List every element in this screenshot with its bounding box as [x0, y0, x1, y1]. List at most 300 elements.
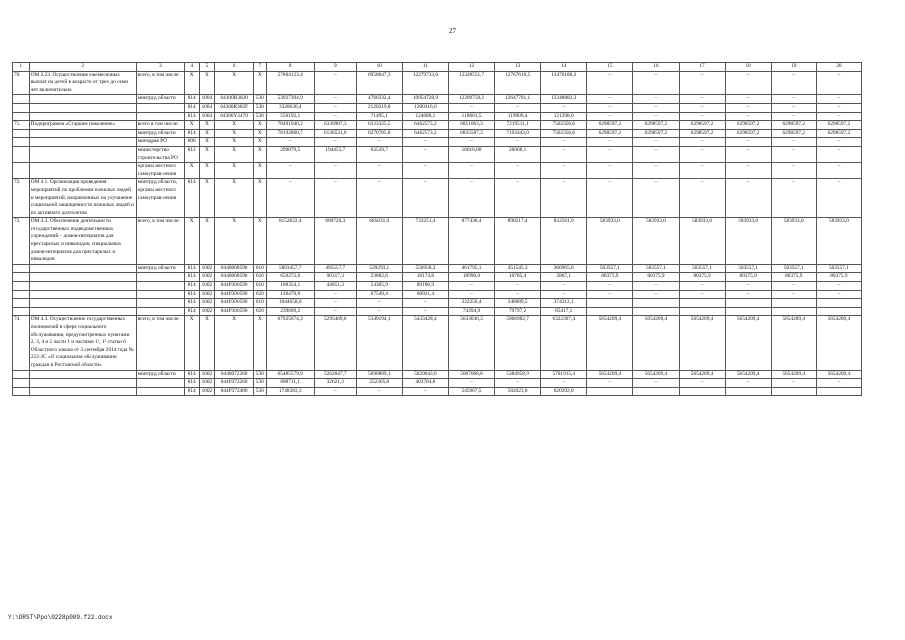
table-cell: 5654209,4	[587, 370, 633, 379]
table-cell: 530	[254, 387, 267, 396]
table-cell: всего в том числе:	[136, 121, 184, 130]
table-cell: –	[402, 299, 448, 308]
table-cell: 74.	[13, 316, 30, 370]
table-cell: –	[541, 282, 587, 291]
table-cell: 10785,4	[495, 273, 541, 282]
column-number-cell: 16	[633, 63, 679, 72]
table-cell	[633, 307, 679, 316]
table-cell: 374312,1	[541, 299, 587, 308]
table-cell: –	[725, 146, 771, 162]
table-cell: –	[679, 179, 725, 218]
column-number-cell: 8	[266, 63, 314, 72]
column-number-cell: 13	[495, 63, 541, 72]
table-cell: –	[633, 179, 679, 218]
table-cell: –	[495, 163, 541, 179]
table-cell: –	[356, 307, 402, 316]
table-cell: 6835587,3	[448, 129, 494, 138]
table-cell: –	[725, 179, 771, 218]
table-cell: 556192,1	[266, 112, 314, 121]
table-cell: 121298,0	[541, 112, 587, 121]
table-cell: 10954728,9	[402, 95, 448, 104]
table-cell: –	[314, 103, 356, 112]
table-cell: –	[587, 290, 633, 299]
table-cell	[136, 299, 184, 308]
table-cell: 80375,9	[725, 273, 771, 282]
table-row	[13, 146, 862, 162]
table-cell: –	[402, 307, 448, 316]
table-cell: 85417,1	[541, 307, 587, 316]
table-cell: ОМ 3.23. Осуществление ежемесячных выплат на детей в возрасте от трех до семи лет включительно	[29, 71, 136, 95]
table-cell: 26068,1	[495, 146, 541, 162]
table-cell: X	[254, 163, 267, 179]
table-cell: 6298597,2	[679, 121, 725, 130]
table-row	[13, 129, 862, 138]
table-cell	[771, 387, 816, 396]
table-cell: 12279733,6	[402, 71, 448, 95]
table-cell: 5262847,7	[314, 370, 356, 379]
table-cell: 6462573,2	[402, 121, 448, 130]
table-cell: X	[215, 129, 254, 138]
table-cell: 6298597,2	[771, 129, 816, 138]
table-cell: –	[314, 163, 356, 179]
table-cell: 90317,3	[314, 273, 356, 282]
table-cell	[136, 387, 184, 396]
table-cell: 583933,0	[771, 218, 816, 265]
table-cell: 5654209,4	[725, 370, 771, 379]
table-cell: 503557,1	[771, 264, 816, 273]
table-cell	[13, 103, 30, 112]
table-row	[13, 121, 862, 130]
column-number-cell: 18	[725, 63, 771, 72]
table-cell: –	[587, 71, 633, 95]
table-cell: 1002	[199, 299, 215, 308]
table-cell: 71495,1	[356, 112, 402, 121]
column-number-cell: 19	[771, 63, 816, 72]
table-cell: 1002	[199, 264, 215, 273]
table-cell: всего, в том числе:	[136, 316, 184, 370]
table-row	[13, 307, 862, 316]
table-cell: –	[587, 163, 633, 179]
table-cell: –	[314, 387, 356, 396]
budget-table-container	[12, 62, 862, 396]
table-cell: –	[771, 95, 816, 104]
table-cell	[13, 307, 30, 316]
table-cell: 0440000590	[215, 273, 254, 282]
table-cell: X	[254, 218, 267, 265]
table-cell	[13, 146, 30, 162]
table-cell: 6462573,2	[402, 129, 448, 138]
table-cell	[587, 307, 633, 316]
table-cell: –	[448, 379, 494, 388]
table-cell	[29, 370, 136, 379]
table-cell	[771, 307, 816, 316]
column-number-cell: 12	[448, 63, 494, 72]
table-cell: –	[541, 179, 587, 218]
table-cell: 6270785,8	[356, 129, 402, 138]
table-cell: –	[314, 112, 356, 121]
table-cell: –	[541, 290, 587, 299]
table-row	[13, 103, 862, 112]
table-cell: 67549,4	[356, 290, 402, 299]
table-cell: X	[184, 71, 199, 95]
table-cell: 80375,9	[679, 273, 725, 282]
table-cell: 3320636,4	[266, 103, 314, 112]
table-cell: 78491940,2	[266, 121, 314, 130]
table-cell: 451545,3	[495, 264, 541, 273]
table-cell	[13, 370, 30, 379]
table-cell: 685031,0	[356, 218, 402, 265]
table-cell: ОМ 4.1. Организация проведения мероприятий по проблемам пожилых людей и мероприятий, направленных на улучшение социальной защищенности пожилых людей и их активного долголетия	[29, 179, 136, 218]
table-cell: –	[816, 71, 861, 95]
table-cell: –	[541, 146, 587, 162]
table-cell: X	[215, 179, 254, 218]
table-cell: –	[314, 95, 356, 104]
table-cell: X	[254, 146, 267, 162]
table-cell: 812	[184, 146, 199, 162]
table-cell: –	[266, 179, 314, 218]
table-cell: 610	[254, 282, 267, 291]
table-cell: 814	[184, 112, 199, 121]
table-cell: –	[541, 379, 587, 388]
table-cell: 136470,8	[266, 290, 314, 299]
table-cell: –	[816, 95, 861, 104]
table-cell: 044P300590	[215, 307, 254, 316]
table-cell	[136, 112, 184, 121]
table-cell: 5654209,4	[725, 316, 771, 370]
table-cell: 80375,9	[771, 273, 816, 282]
column-number-cell: 2	[29, 63, 136, 72]
table-cell: 12647701,1	[495, 95, 541, 104]
table-cell: 13470180,3	[541, 71, 587, 95]
table-cell: 5295469,0	[314, 316, 356, 370]
column-number-cell: 7	[254, 63, 267, 72]
table-cell	[725, 299, 771, 308]
table-cell: –	[771, 112, 816, 121]
table-cell: 545967,5	[448, 387, 494, 396]
table-cell: X	[199, 146, 215, 162]
table-cell: 530	[254, 379, 267, 388]
table-cell: –	[816, 179, 861, 218]
table-cell	[29, 103, 136, 112]
table-cell: –	[771, 146, 816, 162]
table-cell: –	[725, 71, 771, 95]
table-cell: 503557,1	[587, 264, 633, 273]
table-cell: 1748383,3	[266, 387, 314, 396]
table-cell: 814	[184, 282, 199, 291]
table-cell: 194455,7	[314, 146, 356, 162]
table-row	[13, 179, 862, 218]
table-cell	[679, 387, 725, 396]
column-number-cell: 4	[184, 63, 199, 72]
table-cell	[29, 264, 136, 273]
table-cell: 530	[254, 370, 267, 379]
table-cell: –	[587, 179, 633, 218]
table-cell: 530	[254, 103, 267, 112]
table-cell	[816, 299, 861, 308]
table-cell: 18174,8	[402, 273, 448, 282]
table-cell	[13, 299, 30, 308]
table-cell: 1002	[199, 307, 215, 316]
table-cell: X	[254, 129, 267, 138]
table-cell: 5867,1	[541, 273, 587, 282]
table-cell: –	[771, 71, 816, 95]
table-cell: –	[448, 103, 494, 112]
table-cell: –	[725, 282, 771, 291]
table-cell: 583933,0	[587, 218, 633, 265]
table-cell: 1004	[199, 95, 215, 104]
table-cell: 7502356,6	[541, 121, 587, 130]
column-number-cell: 10	[356, 63, 402, 72]
table-row	[13, 218, 862, 265]
table-cell: минтруд области	[136, 95, 184, 104]
table-cell	[136, 273, 184, 282]
table-cell	[29, 163, 136, 179]
table-cell: 814	[184, 103, 199, 112]
table-cell: 322256,4	[448, 299, 494, 308]
table-cell: –	[679, 163, 725, 179]
table-cell: 530	[254, 112, 267, 121]
table-cell: 6298597,2	[587, 121, 633, 130]
table-cell: 814	[184, 307, 199, 316]
table-cell: 503557,1	[633, 264, 679, 273]
table-cell: –	[771, 179, 816, 218]
table-cell: –	[495, 379, 541, 388]
table-cell: X	[184, 316, 199, 370]
table-cell: 600726,3	[314, 218, 356, 265]
table-cell: 1044658,0	[266, 299, 314, 308]
table-cell: 124688,1	[402, 112, 448, 121]
table-cell: –	[679, 112, 725, 121]
table-cell: 890217,4	[495, 218, 541, 265]
table-row	[13, 370, 862, 379]
table-cell	[13, 290, 30, 299]
table-cell: –	[633, 112, 679, 121]
table-cell: 620392,0	[541, 387, 587, 396]
table-cell: 80375,9	[633, 273, 679, 282]
table-cell: министерство строительства РО	[136, 146, 184, 162]
table-cell: –	[633, 290, 679, 299]
table-cell: –	[314, 299, 356, 308]
table-cell	[29, 95, 136, 104]
table-cell: 12209750,2	[448, 95, 494, 104]
table-cell: 620	[254, 273, 267, 282]
table-cell	[29, 112, 136, 121]
table-cell: 1004	[199, 112, 215, 121]
table-cell: X	[199, 129, 215, 138]
table-cell	[13, 129, 30, 138]
table-cell: 503557,1	[816, 264, 861, 273]
table-cell	[29, 129, 136, 138]
table-cell	[679, 299, 725, 308]
table-cell: –	[448, 163, 494, 179]
table-cell	[136, 282, 184, 291]
file-path-footer: Y:\ORST\Ppo\0228p009.f22.docx	[8, 614, 113, 621]
table-cell: X	[215, 163, 254, 179]
table-cell: 5433428,4	[402, 316, 448, 370]
table-row	[13, 264, 862, 273]
table-cell: ОМ 4.2. Обеспечение деятельности государственных подведомственных учреждений – домов-интернатов для престарелых и инвалидов, специальных домов-интернатов для престарелых и инвалидов	[29, 218, 136, 265]
table-cell	[136, 103, 184, 112]
table-cell: 814	[184, 129, 199, 138]
table-cell: –	[402, 163, 448, 179]
table-cell: 7502356,6	[541, 129, 587, 138]
table-cell: 832561,9	[541, 218, 587, 265]
table-cell: –	[725, 290, 771, 299]
table-cell: –	[679, 103, 725, 112]
column-number-cell: 15	[587, 63, 633, 72]
table-cell: X	[184, 218, 199, 265]
table-cell: минтруд области	[136, 264, 184, 273]
table-cell: 6330987,3	[314, 121, 356, 130]
table-cell: X	[215, 316, 254, 370]
table-cell: 0440072260	[215, 370, 254, 379]
table-cell: X	[215, 138, 254, 147]
table-cell: 620	[254, 307, 267, 316]
table-cell: –	[679, 290, 725, 299]
table-cell: 118801,5	[448, 112, 494, 121]
table-cell: 252305,0	[356, 379, 402, 388]
column-number-cell: 17	[679, 63, 725, 72]
table-cell: 733251,4	[402, 218, 448, 265]
column-number-row	[13, 63, 862, 72]
table-cell: 1002	[199, 282, 215, 291]
table-cell: –	[679, 379, 725, 388]
table-cell: 119909,4	[495, 112, 541, 121]
table-cell: 6958047,3	[356, 71, 402, 95]
table-cell: 539293,1	[356, 264, 402, 273]
table-cell: 0440000590	[215, 264, 254, 273]
table-cell: всего, в том числе:	[136, 71, 184, 95]
table-cell: 5654209,4	[816, 370, 861, 379]
table-cell: –	[816, 163, 861, 179]
table-cell: –	[495, 138, 541, 147]
table-cell: 5893457,7	[266, 264, 314, 273]
table-cell: 5654209,4	[633, 316, 679, 370]
table-cell: –	[495, 290, 541, 299]
table-cell: 54305,9	[356, 282, 402, 291]
table-cell: 5701915,4	[541, 370, 587, 379]
table-cell: X	[215, 218, 254, 265]
table-cell: 806	[184, 138, 199, 147]
table-cell: 5029643,6	[402, 370, 448, 379]
table-cell	[136, 290, 184, 299]
table-cell	[816, 387, 861, 396]
table-cell: –	[314, 71, 356, 95]
table-row	[13, 387, 862, 396]
table-cell: –	[314, 179, 356, 218]
table-cell: –	[816, 290, 861, 299]
table-cell: 503557,1	[679, 264, 725, 273]
table-cell: –	[633, 146, 679, 162]
table-cell: 80375,9	[587, 273, 633, 282]
table-cell: 5654209,4	[816, 316, 861, 370]
table-cell: X	[215, 146, 254, 162]
table-cell: 73.	[13, 218, 30, 265]
table-cell	[13, 273, 30, 282]
table-cell: 044P300590	[215, 290, 254, 299]
table-cell: –	[541, 138, 587, 147]
table-cell: 2120219,8	[356, 103, 402, 112]
table-cell: 877436,4	[448, 218, 494, 265]
table-cell: –	[633, 95, 679, 104]
table-cell: –	[633, 138, 679, 147]
table-cell	[13, 138, 30, 147]
table-cell: X	[199, 316, 215, 370]
table-cell: –	[679, 146, 725, 162]
table-cell: –	[725, 103, 771, 112]
table-cell: –	[816, 282, 861, 291]
table-cell: –	[587, 282, 633, 291]
table-cell: X	[254, 316, 267, 370]
table-cell: минтруд области	[136, 370, 184, 379]
table-cell: 6298597,2	[633, 121, 679, 130]
table-cell: 4766332,4	[356, 95, 402, 104]
table-cell: ОМ 4.3. Осуществление государственных полномочий в сфере социального обслуживания, предусмотренных пунктами 2, 3, 4 и 5 части 1 и частями 1¹, 1² статьи 6 Областного закона от 3 сентября 2014 года № 222-ЗС «О социальном обслуживании граждан в Ростовской области»	[29, 316, 136, 370]
table-cell	[633, 387, 679, 396]
table-cell: 348089,5	[495, 299, 541, 308]
table-cell: 6333325,5	[356, 121, 402, 130]
table-row	[13, 95, 862, 104]
table-cell: X	[215, 71, 254, 95]
table-cell: 650272,6	[266, 273, 314, 282]
table-cell: –	[402, 146, 448, 162]
table-cell: 62539,7	[356, 146, 402, 162]
table-cell	[13, 163, 30, 179]
table-cell: –	[725, 95, 771, 104]
table-cell: 23882,6	[356, 273, 402, 282]
table-cell: –	[495, 103, 541, 112]
table-cell: X	[254, 71, 267, 95]
table-cell: –	[771, 282, 816, 291]
table-cell	[13, 95, 30, 104]
table-cell: 044P372260	[215, 379, 254, 388]
table-cell: –	[587, 95, 633, 104]
table-cell: –	[725, 163, 771, 179]
table-cell	[13, 112, 30, 121]
table-cell: –	[679, 71, 725, 95]
table-cell: –	[356, 387, 402, 396]
table-cell: 80375,9	[816, 273, 861, 282]
table-cell: 556958,3	[402, 264, 448, 273]
table-cell: 1200316,6	[402, 103, 448, 112]
table-cell: 5384958,9	[495, 370, 541, 379]
table-cell: 70.	[13, 71, 30, 95]
table-cell: 814	[184, 290, 199, 299]
table-cell: –	[816, 138, 861, 147]
table-row	[13, 290, 862, 299]
table-cell: 5087068,8	[448, 370, 494, 379]
table-cell: –	[633, 163, 679, 179]
table-cell: X	[184, 121, 199, 130]
table-cell: –	[495, 282, 541, 291]
table-cell: 6298597,2	[816, 129, 861, 138]
table-cell: 299079,5	[266, 146, 314, 162]
table-cell: 04300Y2470	[215, 112, 254, 121]
table-cell	[29, 138, 136, 147]
table-cell: 403784,8	[402, 379, 448, 388]
table-cell: –	[771, 138, 816, 147]
table-cell: 814	[184, 370, 199, 379]
table-cell: 13348882,3	[541, 95, 587, 104]
table-cell: 582023,8	[495, 387, 541, 396]
table-row	[13, 163, 862, 179]
table-cell	[587, 299, 633, 308]
table-row	[13, 71, 862, 95]
table-cell: 6298597,2	[771, 121, 816, 130]
table-cell: –	[725, 112, 771, 121]
table-cell: X	[199, 218, 215, 265]
table-body	[13, 71, 862, 396]
